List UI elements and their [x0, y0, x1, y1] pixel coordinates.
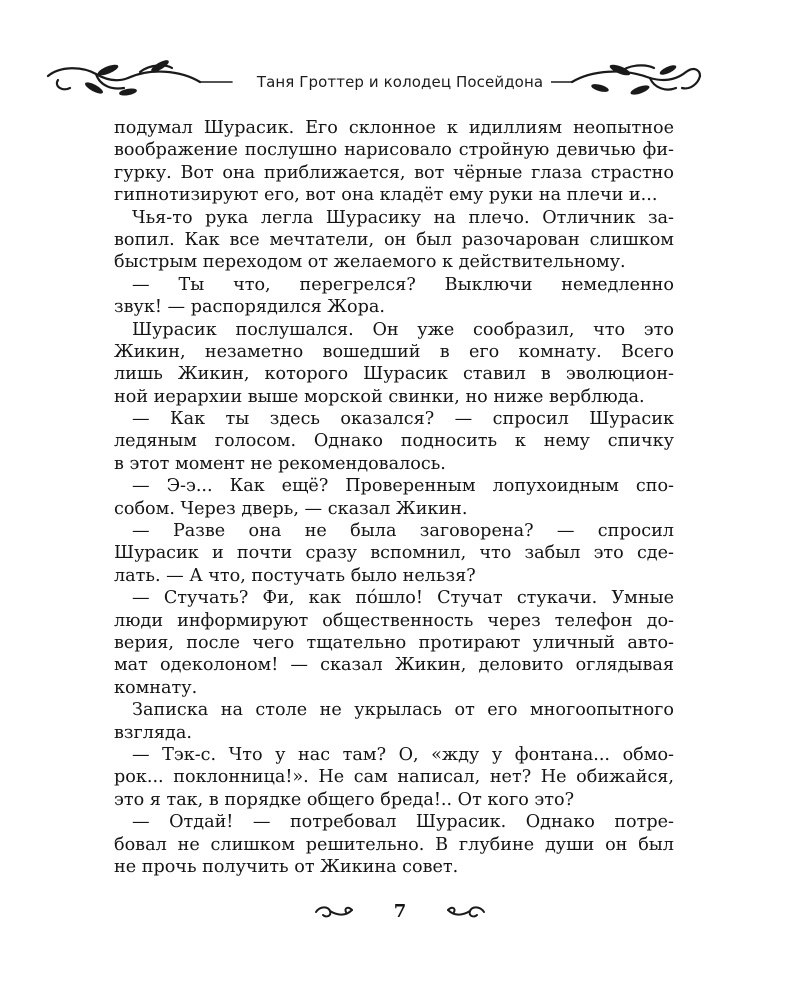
book-page-text	[114, 117, 674, 878]
text-line: люди информируют общественность через телефон до-	[114, 610, 674, 631]
text-line: лать. — А что, постучать было нельзя?	[114, 565, 476, 586]
text-line: не прочь получить от Жикина совет.	[114, 856, 459, 877]
text-line: — Э-э... Как ещё? Проверенным лопухоидным спо-	[132, 476, 674, 497]
text-line: комнату.	[114, 677, 198, 698]
text-line: верия, после чего тщательно протирают уличный авто-	[114, 632, 674, 653]
text-line: — Стучать? Фи, как по́шло! Стучат стукачи. Умные	[132, 588, 674, 609]
text-line: быстрым переходом от желаемого к действительному.	[114, 252, 626, 273]
text-line: — Тэк-с. Что у нас там? О, «жду у фонтана... обмо-	[132, 744, 674, 765]
text-line: — Разве она не была заговорена? — спросил	[132, 521, 674, 542]
text-line: Жикин, незаметно вошедший в его комнату. Всего	[114, 341, 674, 362]
text-line: гипнотизируют его, вот она кладёт ему руки на плечи и...	[114, 185, 658, 206]
text-line: — Ты что, перегрелся? Выключи немедленно	[132, 274, 674, 295]
text-line: Шурасик и почти сразу вспомнил, что забыл это сде-	[114, 543, 674, 564]
text-line: звук! — распорядился Жора.	[114, 297, 385, 318]
text-line: вопил. Как все мечтатели, он был разочарован слишком	[114, 229, 674, 250]
text-line: — Как ты здесь оказался? — спросил Шурасик	[132, 409, 674, 430]
running-title	[0, 73, 800, 91]
text-line: Чья-то рука легла Шурасику на плечо. Отличник за-	[132, 207, 674, 228]
text-line: это я так, в порядке общего бреда!.. От кого это?	[114, 789, 575, 810]
text-line: взгляда.	[114, 722, 192, 743]
text-line: бовал не слишком решительно. В глубине души он был	[114, 834, 674, 855]
text-line: подумал Шурасик. Его склонное к идиллиям неопытное	[114, 118, 674, 138]
text-line: воображение послушно нарисовало стройную девичью фи-	[114, 140, 674, 161]
text-line: собом. Через дверь, — сказал Жикин.	[114, 498, 468, 519]
text-line: ледяным голосом. Однако подносить к нему спичку	[114, 431, 674, 452]
text-line: мат одеколоном! — сказал Жикин, деловито оглядывая	[114, 655, 674, 676]
text-line: рок... поклонница!». Не сам написал, нет? Не обижайся,	[114, 767, 674, 788]
page-footer	[0, 898, 800, 928]
page-number: 7	[393, 901, 407, 922]
text-line: гурку. Вот она приближается, вот чёрные глаза страстно	[114, 162, 674, 183]
text-line: ной иерархии выше морской свинки, но ниже верблюда.	[114, 386, 645, 407]
text-line: лишь Жикин, которого Шурасик ставил в эволюцион-	[114, 364, 674, 385]
book-title: Таня Гроттер и колодец Посейдона	[249, 73, 551, 91]
running-header	[0, 58, 800, 108]
text-line: Записка на столе не укрылась от его многоопытного	[132, 700, 674, 721]
text-line: Шурасик послушался. Он уже сообразил, что это	[132, 319, 674, 340]
text-line: в этот момент не рекомендовалось.	[114, 453, 446, 474]
text-line: — Отдай! — потребовал Шурасик. Однако потре-	[132, 812, 674, 833]
